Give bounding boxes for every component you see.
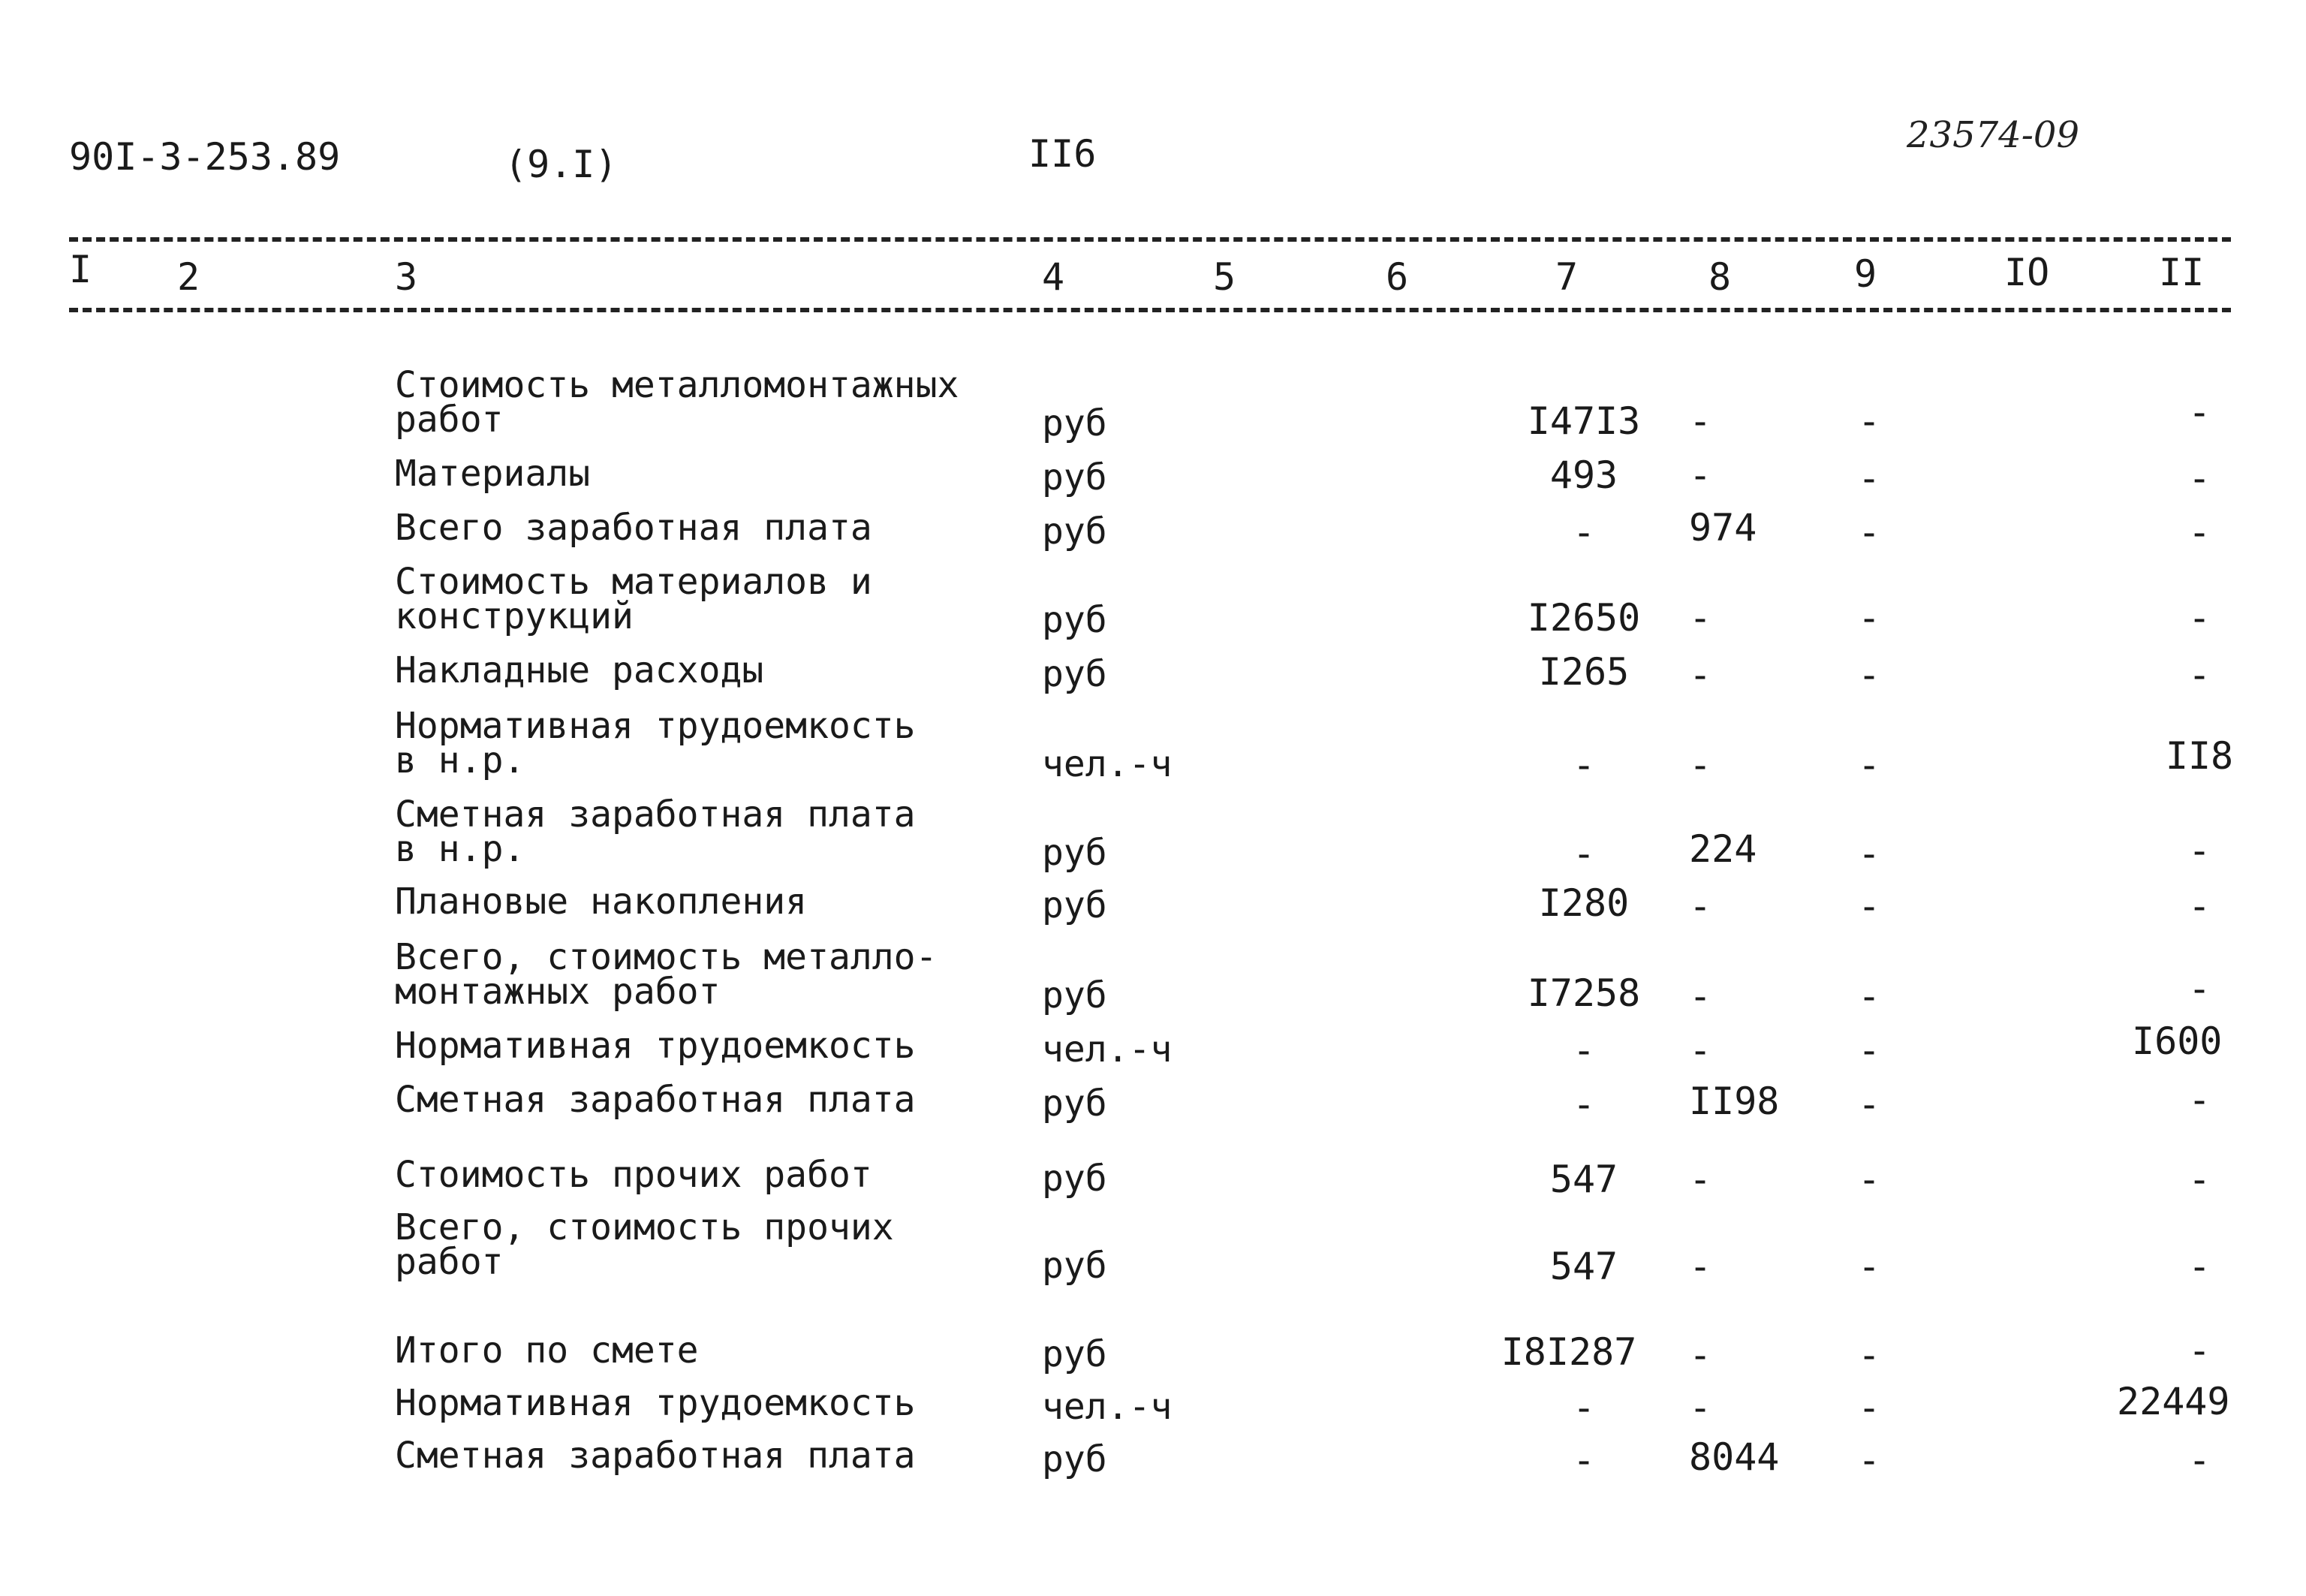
row-col8: - [1689, 453, 1712, 497]
row-label: Сметная заработная плата в н.р. [395, 793, 916, 870]
row-unit: руб [1042, 1333, 1107, 1375]
row-col9: - [1857, 1245, 1881, 1288]
row-unit: руб [1042, 832, 1107, 874]
row-col7: I8I287 [1501, 1330, 1637, 1374]
row-col7: 547 [1549, 1245, 1618, 1288]
row-label: Стоимость прочих работ [395, 1154, 872, 1196]
row-unit: руб [1042, 1245, 1107, 1287]
row-unit: руб [1042, 1158, 1107, 1200]
row-col9: - [1857, 743, 1881, 787]
row-col11: - [2187, 653, 2211, 697]
row-col7: - [1572, 1438, 1596, 1482]
row-label: Плановые накопления [395, 881, 808, 923]
column-number: 2 [177, 255, 200, 299]
row-col9: - [1857, 1083, 1881, 1126]
row-unit: чел.-ч [1042, 743, 1173, 785]
row-col8: - [1689, 884, 1712, 928]
row-col11: - [2187, 884, 2211, 928]
row-col9: - [1857, 399, 1881, 443]
row-col8: 974 [1689, 506, 1757, 550]
row-col7: I2650 [1527, 596, 1641, 640]
row-col7: - [1572, 1386, 1596, 1429]
row-col11: - [2187, 390, 2211, 434]
row-unit: чел.-ч [1042, 1028, 1173, 1071]
row-col7: - [1572, 1028, 1596, 1072]
row-col11: - [2187, 1329, 2211, 1372]
row-col9: - [1857, 832, 1881, 875]
row-col11: 22449 [2117, 1380, 2230, 1423]
row-unit: руб [1042, 510, 1107, 553]
row-col11: - [2187, 1245, 2211, 1288]
row-col9: - [1857, 1028, 1881, 1072]
row-col9: - [1857, 884, 1881, 928]
row-col9: - [1857, 510, 1881, 554]
row-unit: руб [1042, 599, 1107, 641]
row-col9: - [1857, 974, 1881, 1018]
column-number: 8 [1708, 255, 1732, 299]
row-col8: - [1689, 653, 1712, 697]
row-col7: I280 [1538, 881, 1630, 925]
row-unit: руб [1042, 653, 1107, 695]
row-col8: - [1689, 743, 1712, 787]
column-number: 6 [1386, 255, 1409, 299]
row-unit: руб [1042, 402, 1107, 444]
row-unit: руб [1042, 1438, 1107, 1480]
row-col8: - [1689, 1386, 1712, 1429]
row-col8: 8044 [1689, 1435, 1780, 1479]
row-col7: I47I3 [1527, 399, 1641, 443]
row-col8: - [1689, 1245, 1712, 1288]
column-number: 5 [1213, 255, 1236, 299]
row-col8: - [1689, 974, 1712, 1018]
row-col9: - [1857, 1333, 1881, 1377]
column-number: 4 [1042, 255, 1065, 299]
row-col11: - [2187, 510, 2211, 554]
row-col11: - [2187, 829, 2211, 872]
row-label: Стоимость металломонтажных работ [395, 364, 959, 441]
header-bottom-rule [69, 308, 2231, 312]
stamp-number: 23574-09 [1907, 114, 2079, 156]
row-label: Материалы [395, 453, 591, 495]
row-col7: I265 [1538, 650, 1630, 694]
row-col7: 493 [1549, 453, 1618, 497]
row-col11: - [2187, 967, 2211, 1010]
column-number: II [2159, 251, 2205, 294]
document-code: 90I-3-253.89 [69, 135, 341, 179]
row-unit: руб [1042, 974, 1107, 1016]
row-col9: - [1857, 1158, 1881, 1201]
row-col7: - [1572, 832, 1596, 875]
row-col9: - [1857, 653, 1881, 697]
row-unit: руб [1042, 884, 1107, 926]
row-col8: - [1689, 596, 1712, 640]
row-col11: - [2187, 456, 2211, 500]
row-col11: - [2187, 1438, 2211, 1482]
row-col7: 547 [1549, 1158, 1618, 1201]
row-label: Сметная заработная плата [395, 1435, 916, 1477]
row-col11: - [2187, 1078, 2211, 1122]
row-col8: - [1689, 1158, 1712, 1201]
row-col9: - [1857, 596, 1881, 640]
row-col8: - [1689, 1028, 1712, 1072]
row-col8: 224 [1689, 827, 1757, 871]
row-label: Нормативная трудоемкость [395, 1382, 916, 1424]
page-number: II6 [1028, 132, 1097, 176]
row-col7: - [1572, 510, 1596, 554]
row-col11: II8 [2165, 734, 2234, 778]
row-col8: - [1689, 399, 1712, 443]
row-col8: II98 [1689, 1080, 1780, 1123]
row-label: Сметная заработная плата [395, 1079, 916, 1121]
row-col11: I600 [2132, 1019, 2223, 1063]
row-col11: - [2187, 596, 2211, 640]
column-number: 7 [1555, 255, 1579, 299]
row-label: Нормативная трудоемкость [395, 1025, 916, 1067]
row-col7: - [1572, 743, 1596, 787]
row-col7: I7258 [1527, 971, 1641, 1015]
column-number: IO [2004, 251, 2050, 294]
row-col8: - [1689, 1333, 1712, 1377]
row-label: Нормативная трудоемкость в н.р. [395, 705, 916, 781]
row-label: Накладные расходы [395, 649, 764, 691]
row-unit: чел.-ч [1042, 1386, 1173, 1428]
row-label: Итого по смете [395, 1329, 699, 1372]
row-col7: - [1572, 1083, 1596, 1126]
row-col9: - [1857, 1386, 1881, 1429]
row-unit: руб [1042, 1083, 1107, 1125]
row-col11: - [2187, 1158, 2211, 1201]
row-label: Всего, стоимость металло- монтажных работ [395, 936, 938, 1013]
column-number: I [69, 248, 92, 291]
column-number: 3 [395, 255, 418, 299]
column-number: 9 [1854, 252, 1877, 296]
row-unit: руб [1042, 456, 1107, 498]
row-label: Всего заработная плата [395, 507, 872, 549]
row-label: Стоимость материалов и конструкций [395, 561, 872, 637]
section-number: (9.I) [504, 143, 618, 186]
header-top-rule [69, 237, 2231, 242]
row-label: Всего, стоимость прочих работ [395, 1206, 894, 1283]
row-col9: - [1857, 1438, 1881, 1482]
row-col9: - [1857, 456, 1881, 500]
